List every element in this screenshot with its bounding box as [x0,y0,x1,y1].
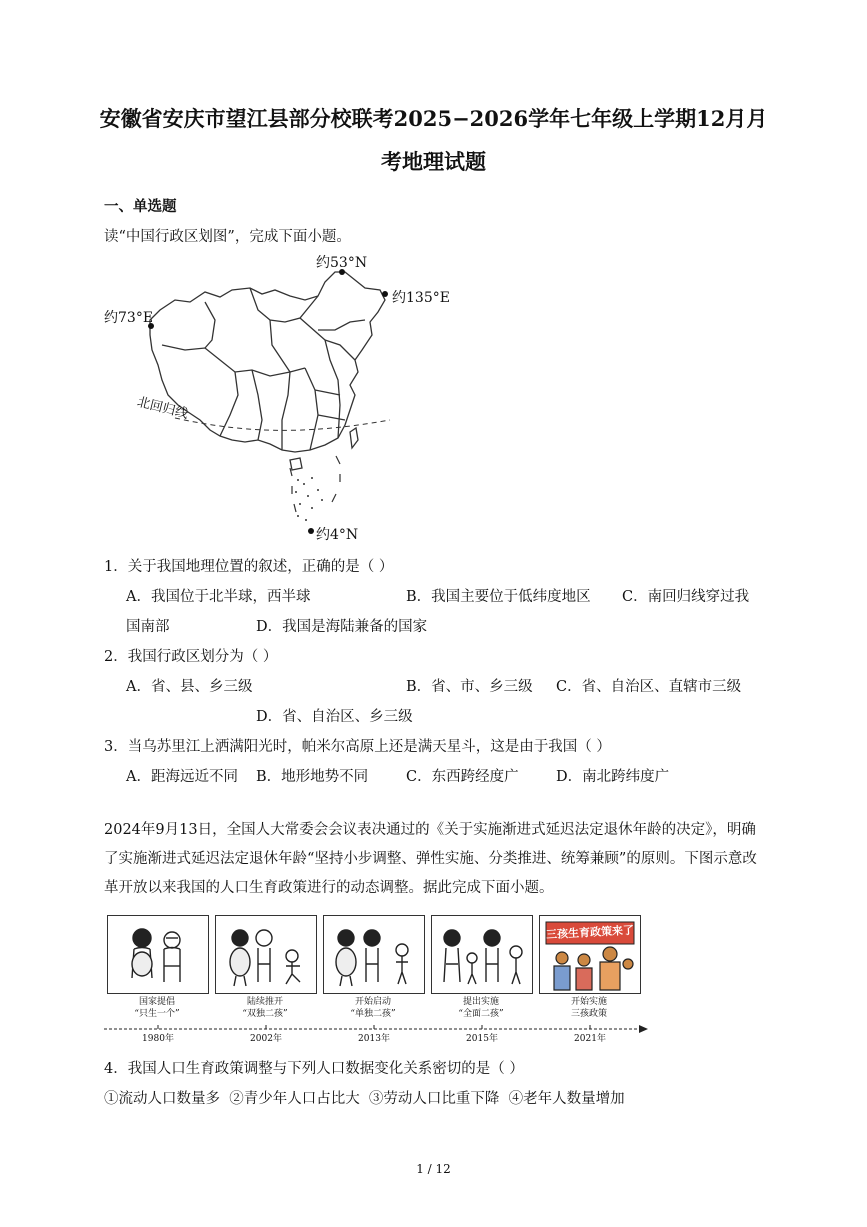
caption-2013-line2: “单独二孩” [350,1009,396,1019]
year-2002: 2002年 [250,1034,282,1044]
caption-2021-line2: 三孩政策 [570,1009,607,1019]
q4-options: ①流动人口数量多 ②青少年人口占比大 ③劳动人口比重下降 ④老年人数量增加 [104,1091,625,1107]
caption-2021 [534,996,644,1020]
label-west-extreme: 约73°E [104,310,154,326]
policy-illustration-2015 [431,915,533,994]
q3-stem: 3．当乌苏里江上洒满阳光时，帕米尔高原上还是满天星斗，这是由于我国（ ） [104,739,611,755]
q1-option-a: A．我国位于北半球，西半球 [126,589,311,605]
page-title-line1: 安徽省安庆市望江县部分校联考2025−2026学年七年级上学期12月月 [99,106,768,131]
q3-option-d: D．南北跨纬度广 [556,769,670,785]
policy-illustration-2013 [323,915,425,994]
page-number: 1 / 12 [416,1162,451,1176]
caption-1980-line1: 国家提倡 [138,997,175,1007]
q1-option-b: B．我国主要位于低纬度地区 [406,589,591,605]
q1-stem: 1．关于我国地理位置的叙述，正确的是（ ） [104,559,394,575]
policy-illustration-2021 [539,915,641,994]
q3-option-c: C．东西跨经度广 [406,769,519,785]
tropic-of-cancer-label: 北回归线 [135,394,190,423]
banner-text: 三孩生育政策来了 [545,923,635,942]
policy-illustration-1980 [107,915,209,994]
q2-option-c: C．省、自治区、直辖市三级 [556,679,742,695]
caption-2002-line2: “双独二孩” [242,1009,288,1019]
q1-option-d: D．我国是海陆兼备的国家 [256,619,428,635]
q3-option-a: A．距海远近不同 [126,769,238,785]
label-east-extreme: 约135°E [392,290,450,306]
intro-text: 读“中国行政区划图”，完成下面小题。 [104,229,351,245]
q2-stem: 2．我国行政区划分为（ ） [104,649,278,665]
q1-option-c: C．南回归线穿过我 [622,589,750,605]
q4-stem: 4．我国人口生育政策调整与下列人口数据变化关系密切的是（ ） [104,1061,524,1077]
year-1980: 1980年 [142,1034,174,1044]
caption-2015-line2: “全面二孩” [458,1009,504,1019]
page-title-line2: 考地理试题 [381,149,486,174]
year-2015: 2015年 [466,1034,498,1044]
caption-2015-line1: 提出实施 [462,997,499,1007]
label-south-extreme: 约4°N [316,527,359,543]
caption-2015 [426,996,536,1020]
section-heading: 一、单选题 [104,198,177,215]
q2-option-b: B．省、市、乡三级 [406,679,533,695]
caption-2002-line1: 陆续推开 [246,997,283,1007]
caption-2002 [210,996,320,1020]
q3-option-b: B．地形地势不同 [256,769,369,785]
label-north-extreme: 约53°N [316,255,368,271]
caption-2013-line1: 开始启动 [354,997,391,1007]
policy-illustration-2002 [215,915,317,994]
year-2021: 2021年 [574,1034,606,1044]
q2-option-a: A．省、县、乡三级 [126,679,253,695]
caption-2013 [318,996,428,1020]
q1-option-c-cont: 国南部 [126,619,170,635]
caption-1980-line2: “只生一个” [134,1009,180,1019]
year-2013: 2013年 [358,1034,390,1044]
q2-option-d: D．省、自治区、乡三级 [256,709,413,725]
caption-1980 [102,996,212,1020]
passage-text: 2024年9月13日，全国人大常委会会议表决通过的《关于实施渐进式延迟法定退休年龄的决定》，明确了实施渐进式延迟法定退休年龄“坚持小步调整、弹性实施、分类推进、统筹兼顾”的原则。下图示意改革开放以来我国的人口生育政策进行的动态调整。据此完成下面小题。 [104,822,757,896]
caption-2021-line1: 开始实施 [570,997,607,1007]
